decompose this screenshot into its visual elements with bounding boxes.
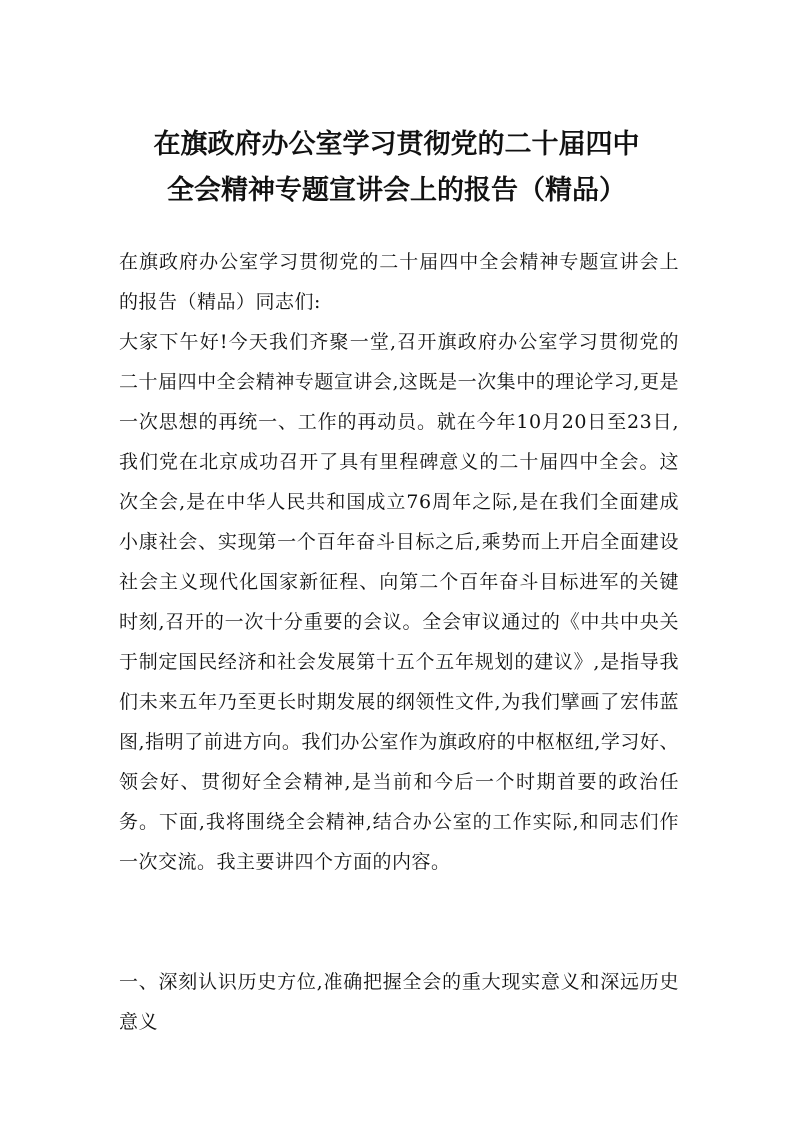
introduction-paragraph: 大家下午好!今天我们齐聚一堂,召开旗政府办公室学习贯彻党的二十届四中全会精神专题宣讲会,这既是一次集中的理论学习,更是一次思想的再统一、工作的再动员。就在今年10月20日至23日,我们党在北京成功召开了具有里程碑意义的二十届四中全会。这次全会,是在中华人民共和国成立76周年之际,是在我们全面建成小康社会、实现第一个百年奋斗目标之后,乘势而上开启全面建设社会主义现代化国家新征程、向第二个百年奋斗目标进军的关键时刻,召开的一次十分重要的会议。全会审议通过的《中共中央关于制定国民经济和社会发展第十五个五年规划的建议》,是指导我们未来五年乃至更长时期发展的纲领性文件,为我们擘画了宏伟蓝图,指明了前进方向。我们办公室作为旗政府的中枢枢纽,学习好、领会好、贯彻好全会精神,是当前和今后一个时期首要的政治任务。下面,我将围绕全会精神,结合办公室的工作实际,和同志们作一次交流。我主要讲四个方面的内容。 <box>119 331 679 873</box>
section-heading-1: 一、深刻认识历史方位,准确把握全会的重大现实意义和深远历史意义 <box>119 971 679 1033</box>
document-title-line-2: 全会精神专题宣讲会上的报告（精品） <box>167 175 626 206</box>
opening-paragraph: 在旗政府办公室学习贯彻党的二十届四中全会精神专题宣讲会上的报告（精品）同志们: <box>119 251 679 313</box>
document-title-line-1: 在旗政府办公室学习贯彻党的二十届四中 <box>153 129 640 160</box>
